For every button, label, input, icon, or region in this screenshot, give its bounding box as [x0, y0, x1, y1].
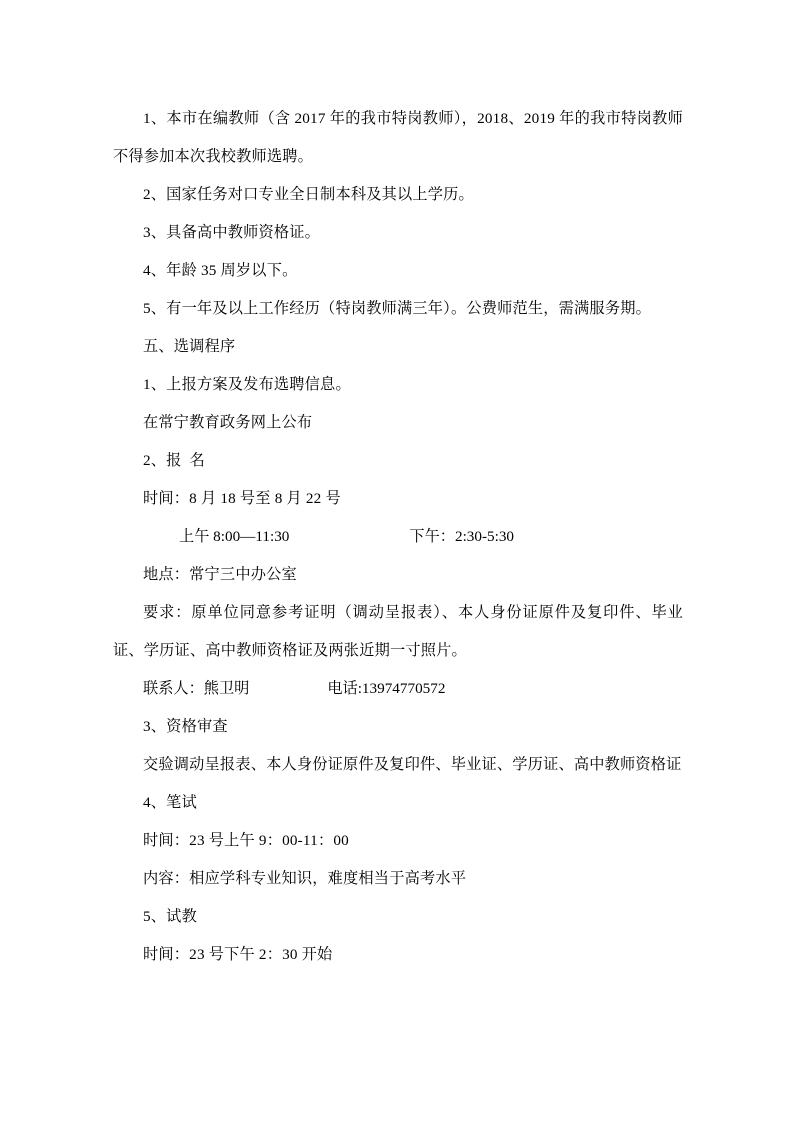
- schedule-morning: 上午 8:00—11:30: [179, 528, 290, 545]
- paragraph-contact: [113, 670, 683, 708]
- contact-person: 联系人：熊卫明: [143, 680, 250, 697]
- paragraph-condition-1: 1、本市在编教师（含 2017 年的我市特岗教师），2018、2019 年的我市特岗教师不得参加本次我校教师选聘。: [113, 110, 683, 165]
- paragraph-step-1: 1、上报方案及发布选聘信息。: [143, 376, 351, 393]
- paragraph-review-materials: 交验调动呈报表、本人身份证原件及复印件、毕业证、学历证、高中教师资格证: [143, 756, 682, 773]
- paragraph-step-5: 5、试教: [143, 908, 197, 925]
- paragraph-exam-time: 时间：23 号上午 9：00-11：00: [143, 832, 349, 849]
- paragraph-condition-3: 3、具备高中教师资格证。: [143, 224, 321, 241]
- schedule-afternoon: 下午：2:30-5:30: [409, 528, 515, 545]
- paragraph-requirements: 要求：原单位同意参考证明（调动呈报表）、本人身份证原件及复印件、毕业证、学历证、高中教师资格证及两张近期一寸照片。: [113, 604, 683, 659]
- paragraph-schedule: [113, 518, 683, 556]
- paragraph-condition-4: 4、年龄 35 周岁以下。: [143, 262, 298, 279]
- paragraph-trial-time: 时间：23 号下午 2：30 开始: [143, 946, 333, 963]
- paragraph-publish-site: 在常宁教育政务网上公布: [143, 414, 313, 431]
- paragraph-signup-time: 时间：8 月 18 号至 8 月 22 号: [143, 490, 341, 507]
- paragraph-exam-content: 内容：相应学科专业知识，难度相当于高考水平: [143, 870, 467, 887]
- paragraph-condition-2: 2、国家任务对口专业全日制本科及其以上学历。: [143, 186, 474, 203]
- contact-phone: 电话:13974770572: [327, 680, 446, 697]
- paragraph-step-2: 2、报 名: [143, 452, 205, 469]
- paragraph-signup-place: 地点：常宁三中办公室: [143, 566, 297, 583]
- document-body: [113, 100, 683, 974]
- paragraph-step-3: 3、资格审查: [143, 718, 228, 735]
- paragraph-condition-5: 5、有一年及以上工作经历（特岗教师满三年）。公费师范生，需满服务期。: [143, 300, 651, 317]
- section-heading-procedure: 五、选调程序: [143, 338, 236, 355]
- paragraph-step-4: 4、笔试: [143, 794, 197, 811]
